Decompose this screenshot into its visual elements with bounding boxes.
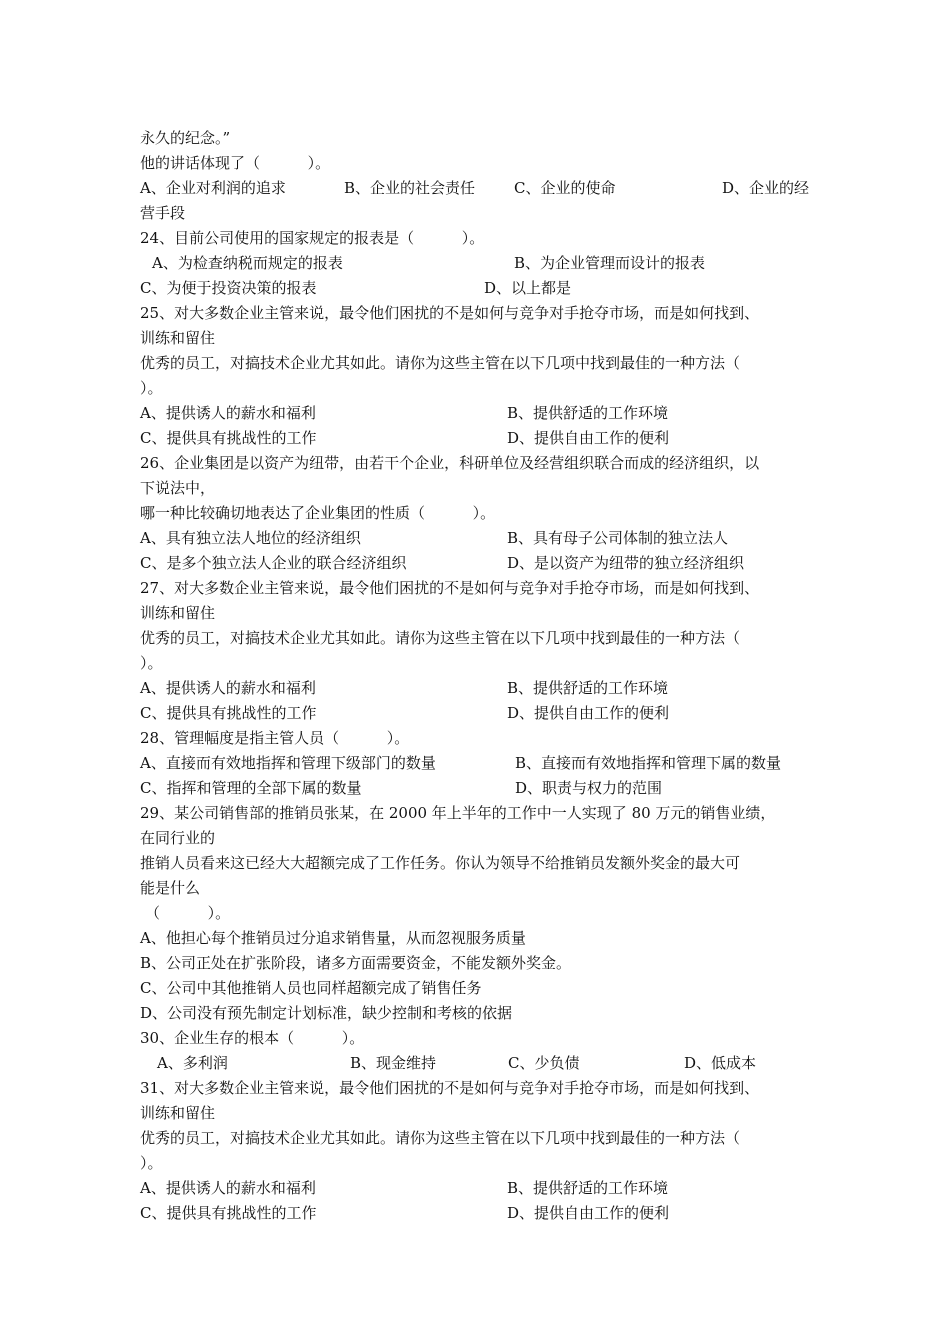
question-27: 27、对大多数企业主管来说，最令他们困扰的不是如何与竞争对手抢夺市场，而是如何找到、 [140, 579, 760, 597]
option-d: D、职责与权力的范围 [515, 779, 663, 797]
option-c: C、提供具有挑战性的工作 [140, 429, 317, 447]
option-b: B、提供舒适的工作环境 [507, 1179, 669, 1197]
option-a: A、提供诱人的薪水和福利 [140, 679, 316, 697]
option-b: B、具有母子公司体制的独立法人 [507, 529, 729, 547]
text-line: 在同行业的 [140, 829, 216, 847]
option-b: B、提供舒适的工作环境 [507, 404, 669, 422]
option-a: A、他担心每个推销员过分追求销售量，从而忽视服务质量 [140, 929, 526, 947]
option-d: D、以上都是 [484, 279, 572, 297]
option-a: A、提供诱人的薪水和福利 [140, 1179, 316, 1197]
text-line: 营手段 [140, 204, 186, 222]
option-b: B、公司正处在扩张阶段，诸多方面需要资金，不能发额外奖金。 [140, 954, 572, 972]
question-25: 25、对大多数企业主管来说，最令他们困扰的不是如何与竞争对手抢夺市场，而是如何找到、 [140, 304, 760, 322]
option-d: D、提供自由工作的便利 [507, 704, 670, 722]
text-line: 下说法中， [140, 479, 216, 497]
text-line: 优秀的员工，对搞技术企业尤其如此。请你为这些主管在以下几项中找到最佳的一种方法（ [140, 354, 741, 372]
text-line: 训练和留住 [140, 1104, 216, 1122]
option-a: A、为检查纳税而规定的报表 [152, 254, 343, 272]
question-24: 24、目前公司使用的国家规定的报表是（ ）。 [140, 229, 485, 247]
text-line: 训练和留住 [140, 604, 216, 622]
option-c: C、公司中其他推销人员也同样超额完成了销售任务 [140, 979, 482, 997]
question-31: 31、对大多数企业主管来说，最令他们困扰的不是如何与竞争对手抢夺市场，而是如何找到、 [140, 1079, 760, 1097]
option-b: B、提供舒适的工作环境 [507, 679, 669, 697]
text-line: 推销人员看来这已经大大超额完成了工作任务。你认为领导不给推销员发额外奖金的最大可 [140, 854, 741, 872]
text-line: ）。 [140, 379, 163, 397]
text-line: 哪一种比较确切地表达了企业集团的性质（ ）。 [140, 504, 496, 522]
option-d: D、低成本 [684, 1054, 757, 1072]
option-c: C、提供具有挑战性的工作 [140, 704, 317, 722]
question-30: 30、企业生存的根本（ ）。 [140, 1029, 365, 1047]
option-b: B、为企业管理而设计的报表 [514, 254, 706, 272]
question-26: 26、企业集团是以资产为纽带，由若干个企业，科研单位及经营组织联合而成的经济组织，以 [140, 454, 760, 472]
question-28: 28、管理幅度是指主管人员（ ）。 [140, 729, 410, 747]
option-c: C、提供具有挑战性的工作 [140, 1204, 317, 1222]
option-c: C、指挥和管理的全部下属的数量 [140, 779, 362, 797]
text-line: 优秀的员工，对搞技术企业尤其如此。请你为这些主管在以下几项中找到最佳的一种方法（ [140, 629, 741, 647]
option-c: C、是多个独立法人企业的联合经济组织 [140, 554, 407, 572]
option-d: D、公司没有预先制定计划标准，缺少控制和考核的依据 [140, 1004, 513, 1022]
text-line: ）。 [140, 1154, 163, 1172]
question-29: 29、某公司销售部的推销员张某，在 2000 年上半年的工作中一人实现了 80 万元的销售业绩， [140, 804, 776, 822]
text-line: 优秀的员工，对搞技术企业尤其如此。请你为这些主管在以下几项中找到最佳的一种方法（ [140, 1129, 741, 1147]
text-line: 训练和留住 [140, 329, 216, 347]
option-c: C、为便于投资决策的报表 [140, 279, 317, 297]
option-d: D、企业的经 [722, 179, 810, 197]
text-line: 能是什么 [140, 879, 201, 897]
option-b: B、现金维持 [350, 1054, 437, 1072]
option-b: B、企业的社会责任 [344, 179, 476, 197]
option-a: A、多利润 [157, 1054, 228, 1072]
option-a: A、直接而有效地指挥和管理下级部门的数量 [140, 754, 436, 772]
option-a: A、具有独立法人地位的经济组织 [140, 529, 361, 547]
option-d: D、是以资产为纽带的独立经济组织 [507, 554, 745, 572]
option-d: D、提供自由工作的便利 [507, 429, 670, 447]
text-line: 他的讲话体现了（ ）。 [140, 154, 331, 172]
option-d: D、提供自由工作的便利 [507, 1204, 670, 1222]
option-c: C、少负债 [508, 1054, 580, 1072]
option-a: A、提供诱人的薪水和福利 [140, 404, 316, 422]
text-line: （ ）。 [145, 904, 231, 922]
text-line: 永久的纪念。” [140, 129, 231, 147]
option-a: A、企业对利润的追求 [140, 179, 286, 197]
text-line: ）。 [140, 654, 163, 672]
option-c: C、企业的使命 [514, 179, 616, 197]
option-b: B、直接而有效地指挥和管理下属的数量 [515, 754, 782, 772]
